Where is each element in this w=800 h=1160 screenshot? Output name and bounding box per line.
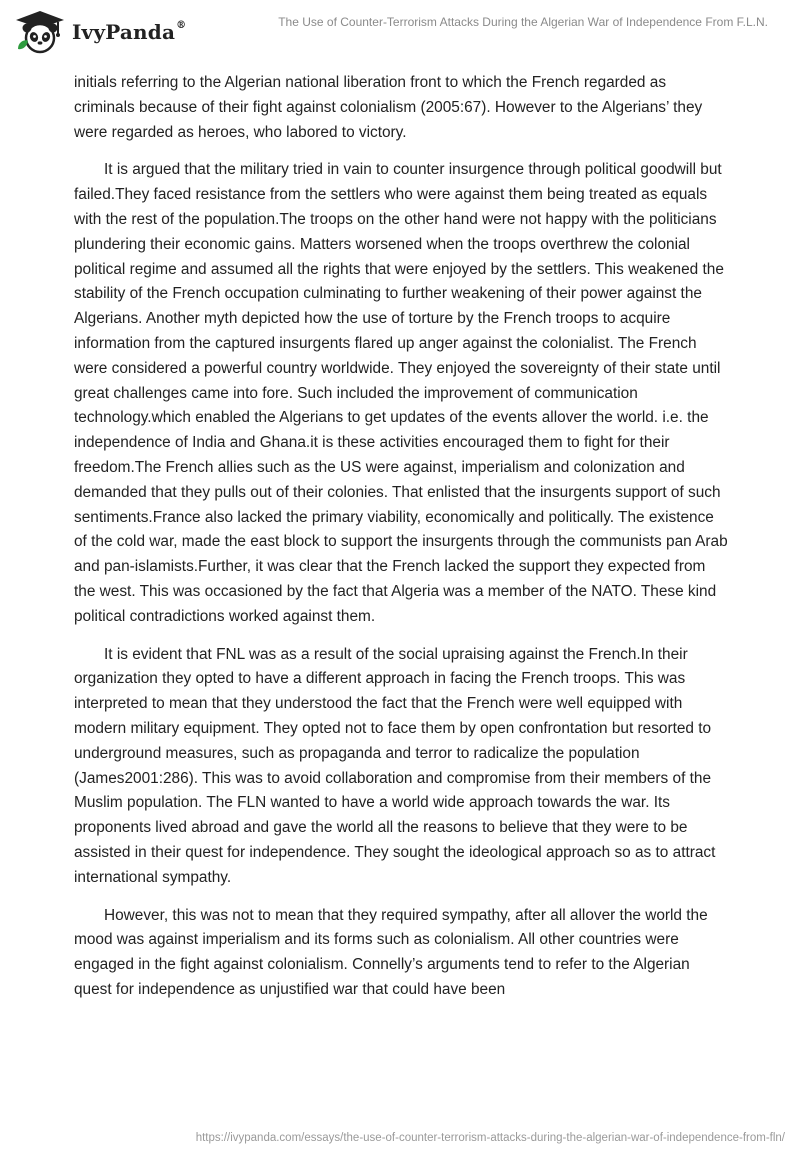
ivypanda-logo-link[interactable] [14, 8, 186, 56]
panda-logo-icon [14, 9, 66, 55]
paragraph-4: However, this was not to mean that they required sympathy, after all allover the world the mood was against imperialism and its forms such as colonialism. All other countries were engaged in the fight against colonialism. Connelly’s arguments tend to refer to the Algerian quest for independence as unjustified war that could have been [74, 906, 708, 998]
document-title: The Use of Counter-Terrorism Attacks During the Algerian War of Independence From F.L.N. [278, 15, 768, 29]
essay-body [74, 71, 728, 1016]
paragraph-1: initials referring to the Algerian national liberation front to which the French regarded as criminals because of their fight against colonialism (2005:67). However to the Algerians’ they were regarded as heroes, who labored to victory. [74, 74, 703, 141]
paragraph-3: It is evident that FNL was as a result of the social upraising against the French.In their organization they opted to have a different approach in facing the French troops. This was interpreted to mean that they understood the fact that the French were well equipped with modern military equipment. They opted not to face them by open confrontation but resorted to underground measures, such as propaganda and terror to radicalize the population (James2001:286). This was to avoid collaboration and compromise from their members of the Muslim population. The FLN wanted to have a world wide approach towards the war. Its proponents lived abroad and gave the world all the reasons to believe that they were to be assisted in their quest for independence. They sought the ideological approach so as to attract international sympathy. [74, 645, 716, 886]
page-header [0, 0, 800, 64]
logo-wordmark: IvyPanda® [72, 20, 187, 44]
paragraph-2: It is argued that the military tried in vain to counter insurgence through political goodwill but failed.They faced resistance from the settlers who were against them being treated as equals with the rest of the population.The troops on the other hand were not happy with the politicians plundering their economic gains. Matters worsened when the troops overthrew the colonial political regime and assumed all the rights that were enjoyed by the settlers. This weakened the stability of the French occupation culminating to further weakening of their power against the Algerians. Another myth depicted how the use of torture by the French troops to acquire information from the captured insurgents flared up anger against the colonialist. The French were considered a powerful country worldwide. They enjoyed the sovereignty of their state until great challenges came into fore. Such included the improvement of communication technology.which enabled the Algerians to get updates of the events allover the world. i.e. the independence of India and Ghana.it is these activities encouraged them to fight for their freedom.The French allies such as the US were against, imperialism and colonization and demanded that they pulls out of their colonies. That enlisted that the insurgents support of such sentiments.France also lacked the primary viability, economically and politically. The existence of the cold war, made the east block to support the insurgents through the communists pan Arab and pan-islamists.Further, it was clear that the French lacked the support they expected from the west. This was occasioned by the fact that Algeria was a member of the NATO. These kind political contradictions worked against them. [74, 161, 728, 625]
source-url-link[interactable]: https://ivypanda.com/essays/the-use-of-counter-terrorism-attacks-during-the-algerian-war-of-independence-from-fln/ [195, 1132, 785, 1144]
